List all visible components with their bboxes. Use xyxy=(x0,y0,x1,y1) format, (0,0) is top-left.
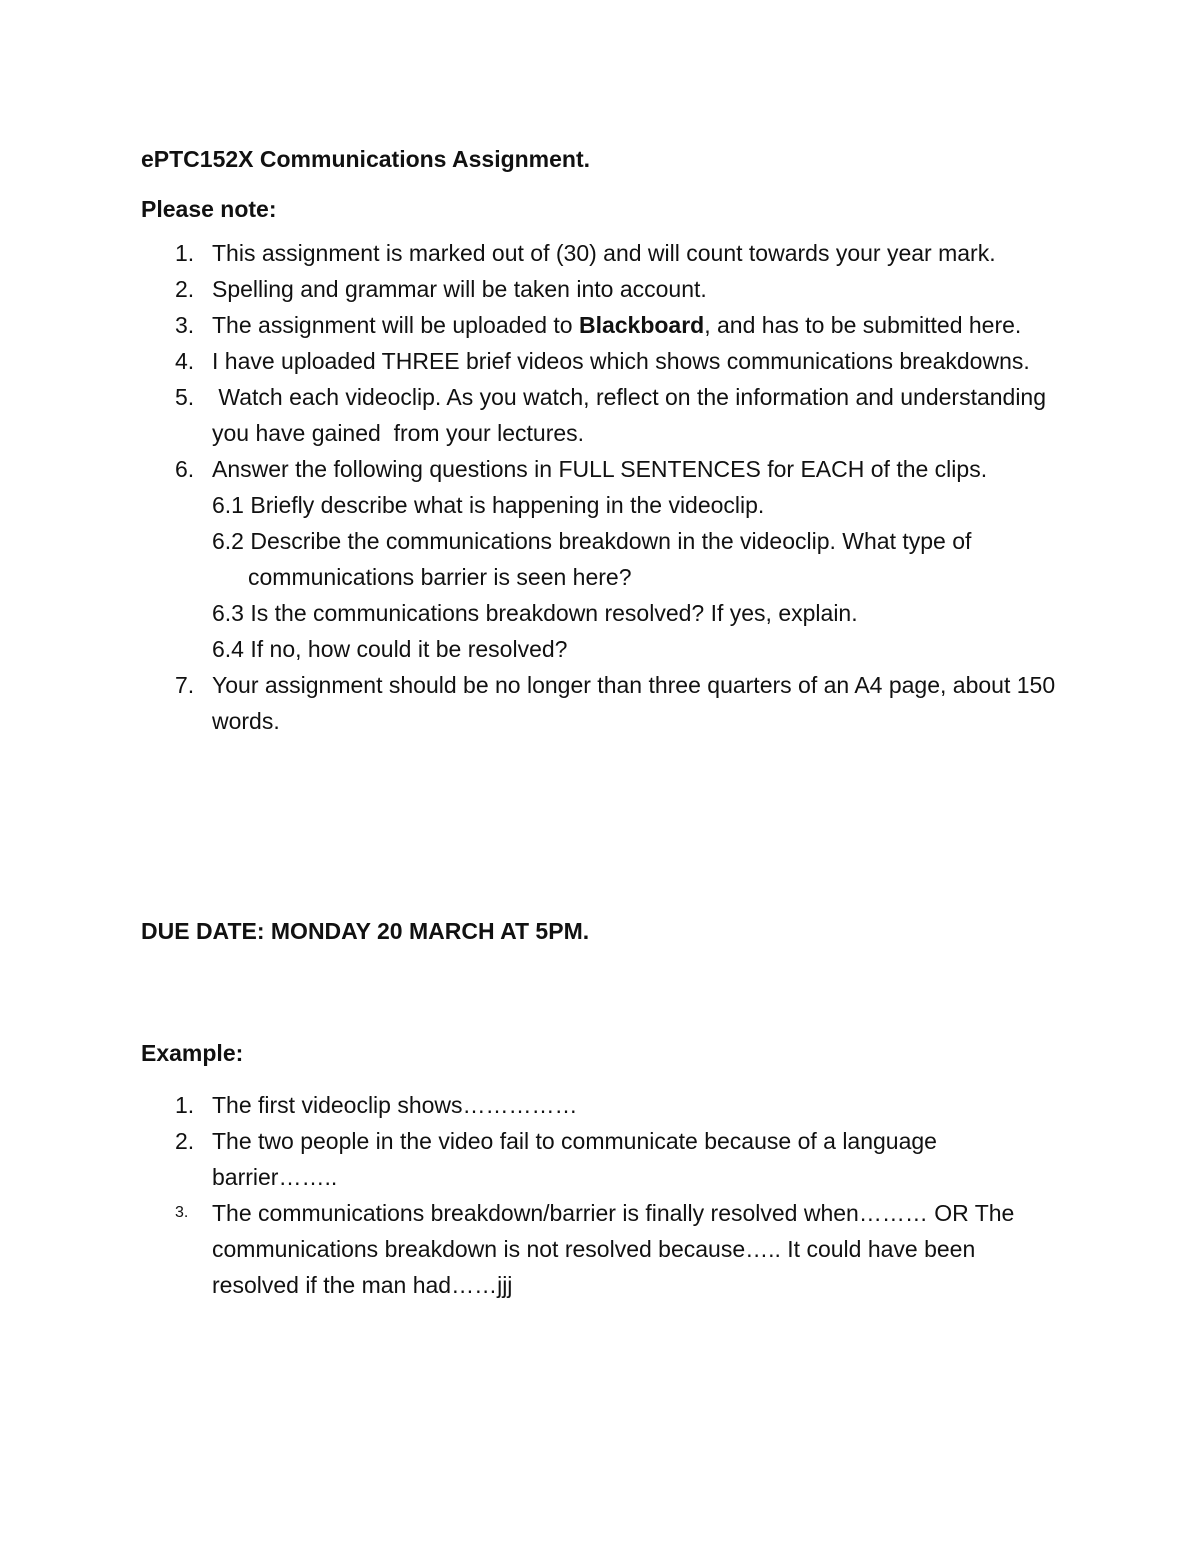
list-item xyxy=(141,451,1061,667)
examples-list xyxy=(141,1087,1061,1303)
list-item xyxy=(141,1123,1061,1195)
list-item-text: Spelling and grammar will be taken into account. xyxy=(212,276,707,302)
list-number: 5. xyxy=(175,384,195,410)
list-item xyxy=(141,235,1061,271)
list-item-text-after: , and has to be submitted here. xyxy=(704,312,1022,338)
list-item xyxy=(141,667,1061,739)
document-body xyxy=(141,141,1061,1298)
list-number: 6. xyxy=(175,456,195,482)
list-item-text xyxy=(212,312,1021,338)
list-number: 4. xyxy=(175,348,195,374)
list-item-text: This assignment is marked out of (30) and will count towards your year mark. xyxy=(212,240,996,266)
sub-question: 6.2 Describe the communications breakdown in the videoclip. What type of communications barrier is seen here? xyxy=(212,528,972,590)
list-number: 2. xyxy=(175,276,195,302)
example-section xyxy=(141,1087,1061,1303)
list-item-text-before: The assignment will be uploaded to xyxy=(212,312,579,338)
list-number: 3. xyxy=(175,312,195,338)
list-number: 7. xyxy=(175,672,195,698)
example-heading: Example: xyxy=(141,1040,244,1066)
list-number: 1. xyxy=(175,240,195,266)
list-item-text: Watch each videoclip. As you watch, reflect on the information and understanding you have gained from your lectures. xyxy=(212,384,1053,446)
list-item-text: Answer the following questions in FULL SENTENCES for EACH of the clips. xyxy=(212,456,988,482)
list-item xyxy=(141,271,1061,307)
list-item-text: The first videoclip shows…………… xyxy=(212,1092,578,1118)
please-note-heading: Please note: xyxy=(141,196,277,222)
list-item xyxy=(141,379,1061,451)
list-item-text: The two people in the video fail to communicate because of a language barrier…….. xyxy=(212,1128,937,1190)
list-number: 2. xyxy=(175,1128,195,1154)
list-item-text: The communications breakdown/barrier is finally resolved when……… OR The communications breakdown is not resolved because….. It could have been resolved if the man had……jjj xyxy=(212,1200,1015,1298)
list-item-text: Your assignment should be no longer than three quarters of an A4 page, about 150 words. xyxy=(212,672,1056,734)
blackboard-emphasis: Blackboard xyxy=(578,312,705,338)
list-item-text: I have uploaded THREE brief videos which shows communications breakdowns. xyxy=(212,348,1030,374)
list-item xyxy=(141,343,1061,379)
sub-questions xyxy=(212,487,1061,667)
list-number: 3. xyxy=(175,1204,189,1221)
list-number: 1. xyxy=(175,1092,195,1118)
document-title: ePTC152X Communications Assignment. xyxy=(141,146,591,172)
list-item xyxy=(141,307,1061,343)
list-item xyxy=(141,1195,1061,1303)
list-item xyxy=(141,1087,1061,1123)
due-date: DUE DATE: MONDAY 20 MARCH AT 5PM. xyxy=(141,918,590,944)
notes-list xyxy=(141,235,1061,739)
sub-question: 6.1 Briefly describe what is happening in the videoclip. xyxy=(212,492,765,518)
sub-question: 6.4 If no, how could it be resolved? xyxy=(212,636,568,662)
sub-question: 6.3 Is the communications breakdown resolved? If yes, explain. xyxy=(212,600,858,626)
